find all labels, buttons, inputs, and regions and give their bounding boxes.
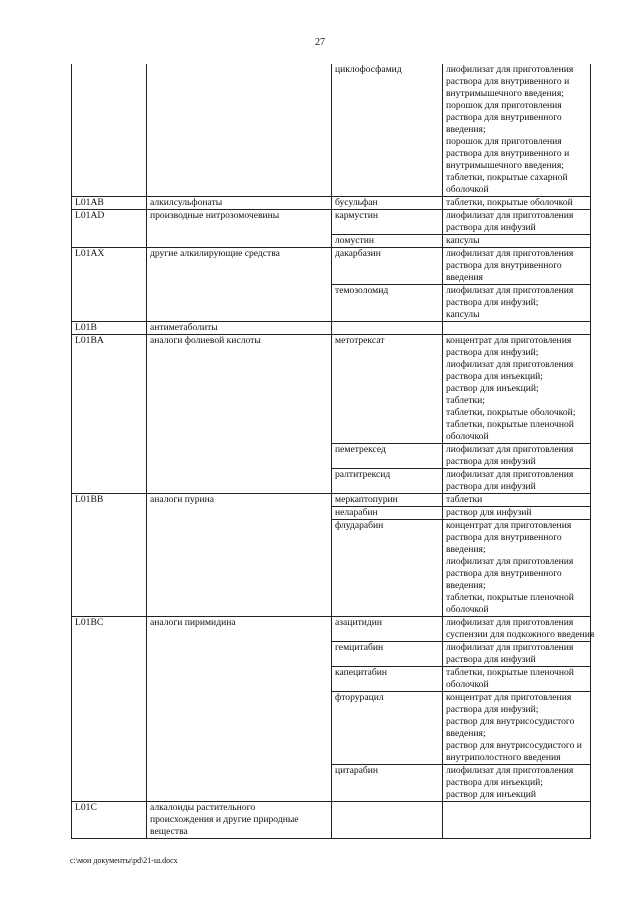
- dosage-form-line: раствора для инфузий;: [446, 297, 539, 308]
- dosage-forms-cell: [443, 285, 591, 322]
- dosage-form-line: оболочкой: [446, 431, 489, 442]
- atc-code-cell: L01B: [72, 322, 147, 335]
- drug-group-line: вещества: [150, 826, 188, 837]
- dosage-form-line: раствор для инъекций: [446, 789, 536, 800]
- drug-name-cell: ралтитрексид: [332, 469, 443, 494]
- dosage-form-line: раствора для внутривенного: [446, 532, 562, 543]
- dosage-forms-cell: [443, 444, 591, 469]
- atc-code-cell: L01C: [72, 802, 147, 839]
- table-row: [72, 322, 591, 335]
- drug-name-cell: бусульфан: [332, 197, 443, 210]
- drug-name-cell: кармустин: [332, 210, 443, 235]
- dosage-form-line: порошок для приготовления: [446, 136, 562, 147]
- drug-group-cell: аналоги фолиевой кислоты: [147, 335, 332, 494]
- table-row: [72, 802, 591, 839]
- dosage-form-line: раствора для внутривенного: [446, 568, 562, 579]
- dosage-forms-cell: [443, 617, 595, 642]
- table-row: [72, 64, 591, 197]
- dosage-form-line: порошок для приготовления: [446, 100, 562, 111]
- drug-name-cell: меркаптопурин: [332, 494, 443, 507]
- dosage-form-line: концентрат для приготовления: [446, 692, 572, 703]
- table-row: [72, 210, 591, 235]
- dosage-forms-cell: [443, 667, 591, 692]
- dosage-form-line: таблетки, покрытые пленочной: [446, 667, 574, 678]
- dosage-form-line: раствора для внутривенного: [446, 260, 562, 271]
- drug-name-cell: ломустин: [332, 235, 443, 248]
- dosage-form-line: капсулы: [446, 235, 480, 246]
- drug-group-cell: аналоги пурина: [147, 494, 332, 617]
- drug-name-cell: азацитидин: [332, 617, 443, 642]
- dosage-forms-cell: [443, 335, 591, 444]
- table-row: [72, 248, 591, 285]
- dosage-form-line: раствор для внутрисосудистого: [446, 716, 575, 727]
- drug-name-cell: капецитабин: [332, 667, 443, 692]
- dosage-form-line: лиофилизат для приготовления: [446, 359, 574, 370]
- dosage-forms-cell: [443, 248, 591, 285]
- dosage-forms-cell: [443, 692, 591, 765]
- dosage-form-line: лиофилизат для приготовления: [446, 285, 574, 296]
- dosage-form-line: лиофилизат для приготовления: [446, 765, 574, 776]
- page-number: 27: [315, 37, 325, 48]
- dosage-form-line: раствора для инъекций;: [446, 371, 543, 382]
- drug-group-cell: другие алкилирующие средства: [147, 248, 332, 322]
- table-row: [72, 494, 591, 507]
- dosage-form-line: таблетки, покрытые пленочной: [446, 592, 574, 603]
- dosage-form-line: введения;: [446, 728, 486, 739]
- dosage-form-line: оболочкой: [446, 184, 489, 195]
- dosage-form-line: раствор для инфузий: [446, 507, 532, 518]
- dosage-form-line: оболочкой: [446, 604, 489, 615]
- medications-table: [71, 64, 595, 839]
- drug-group-cell: алкилсульфонаты: [147, 197, 332, 210]
- drug-name-cell: цитарабин: [332, 765, 443, 802]
- dosage-form-line: раствора для инфузий: [446, 654, 536, 665]
- dosage-form-line: лиофилизат для приготовления: [446, 617, 574, 628]
- dosage-forms-cell: [443, 642, 591, 667]
- dosage-forms-cell: [443, 469, 591, 494]
- atc-code-cell: L01BC: [72, 617, 147, 802]
- atc-code-cell: L01AD: [72, 210, 147, 248]
- dosage-form-line: раствор для инъекций;: [446, 383, 539, 394]
- dosage-form-line: введения;: [446, 124, 486, 135]
- dosage-form-line: капсулы: [446, 309, 480, 320]
- dosage-form-line: таблетки, покрытые оболочкой;: [446, 407, 576, 418]
- dosage-form-line: лиофилизат для приготовления: [446, 444, 574, 455]
- dosage-form-line: раствора для инъекций;: [446, 777, 543, 788]
- dosage-form-line: раствора для инфузий: [446, 481, 536, 492]
- dosage-forms-cell: [443, 520, 591, 617]
- drug-group-cell: аналоги пиримидина: [147, 617, 332, 802]
- dosage-form-line: суспензии для подкожного введения: [446, 629, 595, 640]
- dosage-forms-cell: [443, 235, 591, 248]
- dosage-form-line: лиофилизат для приготовления: [446, 210, 574, 221]
- dosage-form-line: раствора для инфузий;: [446, 704, 539, 715]
- dosage-form-line: оболочкой: [446, 679, 489, 690]
- dosage-forms-cell: [443, 765, 591, 802]
- dosage-form-line: внутриполостного введения: [446, 752, 561, 763]
- drug-group-line: происхождения и другие природные: [150, 814, 299, 825]
- drug-name-cell: темозоломид: [332, 285, 443, 322]
- drug-group-cell: [147, 64, 332, 197]
- dosage-form-line: раствора для инфузий: [446, 456, 536, 467]
- atc-code-cell: L01BB: [72, 494, 147, 617]
- dosage-form-line: лиофилизат для приготовления: [446, 469, 574, 480]
- drug-name-cell: флударабин: [332, 520, 443, 617]
- drug-group-line: алкалоиды растительного: [150, 802, 256, 813]
- dosage-form-line: внутримышечного введения;: [446, 160, 564, 171]
- atc-code-cell: L01AB: [72, 197, 147, 210]
- table-row: [72, 617, 591, 642]
- dosage-form-line: таблетки, покрытые пленочной: [446, 419, 574, 430]
- dosage-forms-cell: [443, 802, 591, 839]
- dosage-forms-cell: [443, 494, 591, 507]
- drug-group-cell: антиметаболиты: [147, 322, 332, 335]
- dosage-form-line: раствора для внутривенного и: [446, 148, 570, 159]
- dosage-form-line: лиофилизат для приготовления: [446, 642, 574, 653]
- dosage-form-line: таблетки;: [446, 395, 485, 406]
- dosage-form-line: внутримышечного введения;: [446, 88, 564, 99]
- dosage-form-line: раствора для инфузий;: [446, 347, 539, 358]
- dosage-form-line: таблетки: [446, 494, 483, 505]
- drug-group-cell: [147, 802, 332, 839]
- dosage-form-line: раствора для внутривенного: [446, 112, 562, 123]
- drug-name-cell: циклофосфамид: [332, 64, 443, 197]
- dosage-form-line: введения;: [446, 544, 486, 555]
- dosage-form-line: лиофилизат для приготовления: [446, 556, 574, 567]
- drug-name-cell: [332, 322, 443, 335]
- dosage-form-line: раствора для инфузий: [446, 222, 536, 233]
- table-row: [72, 335, 591, 444]
- dosage-form-line: концентрат для приготовления: [446, 520, 572, 531]
- dosage-forms-cell: [443, 64, 591, 197]
- dosage-forms-cell: [443, 507, 591, 520]
- atc-code-cell: [72, 64, 147, 197]
- atc-code-cell: L01BA: [72, 335, 147, 494]
- dosage-form-line: лиофилизат для приготовления: [446, 64, 574, 75]
- drug-name-cell: метотрексат: [332, 335, 443, 444]
- table-row: [72, 197, 591, 210]
- dosage-forms-cell: [443, 322, 591, 335]
- drug-name-cell: фторурацил: [332, 692, 443, 765]
- drug-group-cell: производные нитрозомочевины: [147, 210, 332, 248]
- dosage-form-line: раствора для внутривенного и: [446, 76, 570, 87]
- dosage-forms-cell: [443, 197, 591, 210]
- drug-name-cell: гемцитабин: [332, 642, 443, 667]
- dosage-form-line: таблетки, покрытые оболочкой: [446, 197, 573, 208]
- drug-name-cell: пеметрексед: [332, 444, 443, 469]
- dosage-form-line: введения: [446, 272, 483, 283]
- dosage-form-line: раствор для внутрисосудистого и: [446, 740, 582, 751]
- drug-name-cell: [332, 802, 443, 839]
- drug-name-cell: дакарбазин: [332, 248, 443, 285]
- footer-file-path: c:\мои документы\pd\21-ш.docx: [70, 856, 178, 865]
- dosage-forms-cell: [443, 210, 591, 235]
- dosage-form-line: концентрат для приготовления: [446, 335, 572, 346]
- dosage-form-line: таблетки, покрытые сахарной: [446, 172, 568, 183]
- dosage-form-line: лиофилизат для приготовления: [446, 248, 574, 259]
- drug-name-cell: неларабин: [332, 507, 443, 520]
- atc-code-cell: L01AX: [72, 248, 147, 322]
- dosage-form-line: введения;: [446, 580, 486, 591]
